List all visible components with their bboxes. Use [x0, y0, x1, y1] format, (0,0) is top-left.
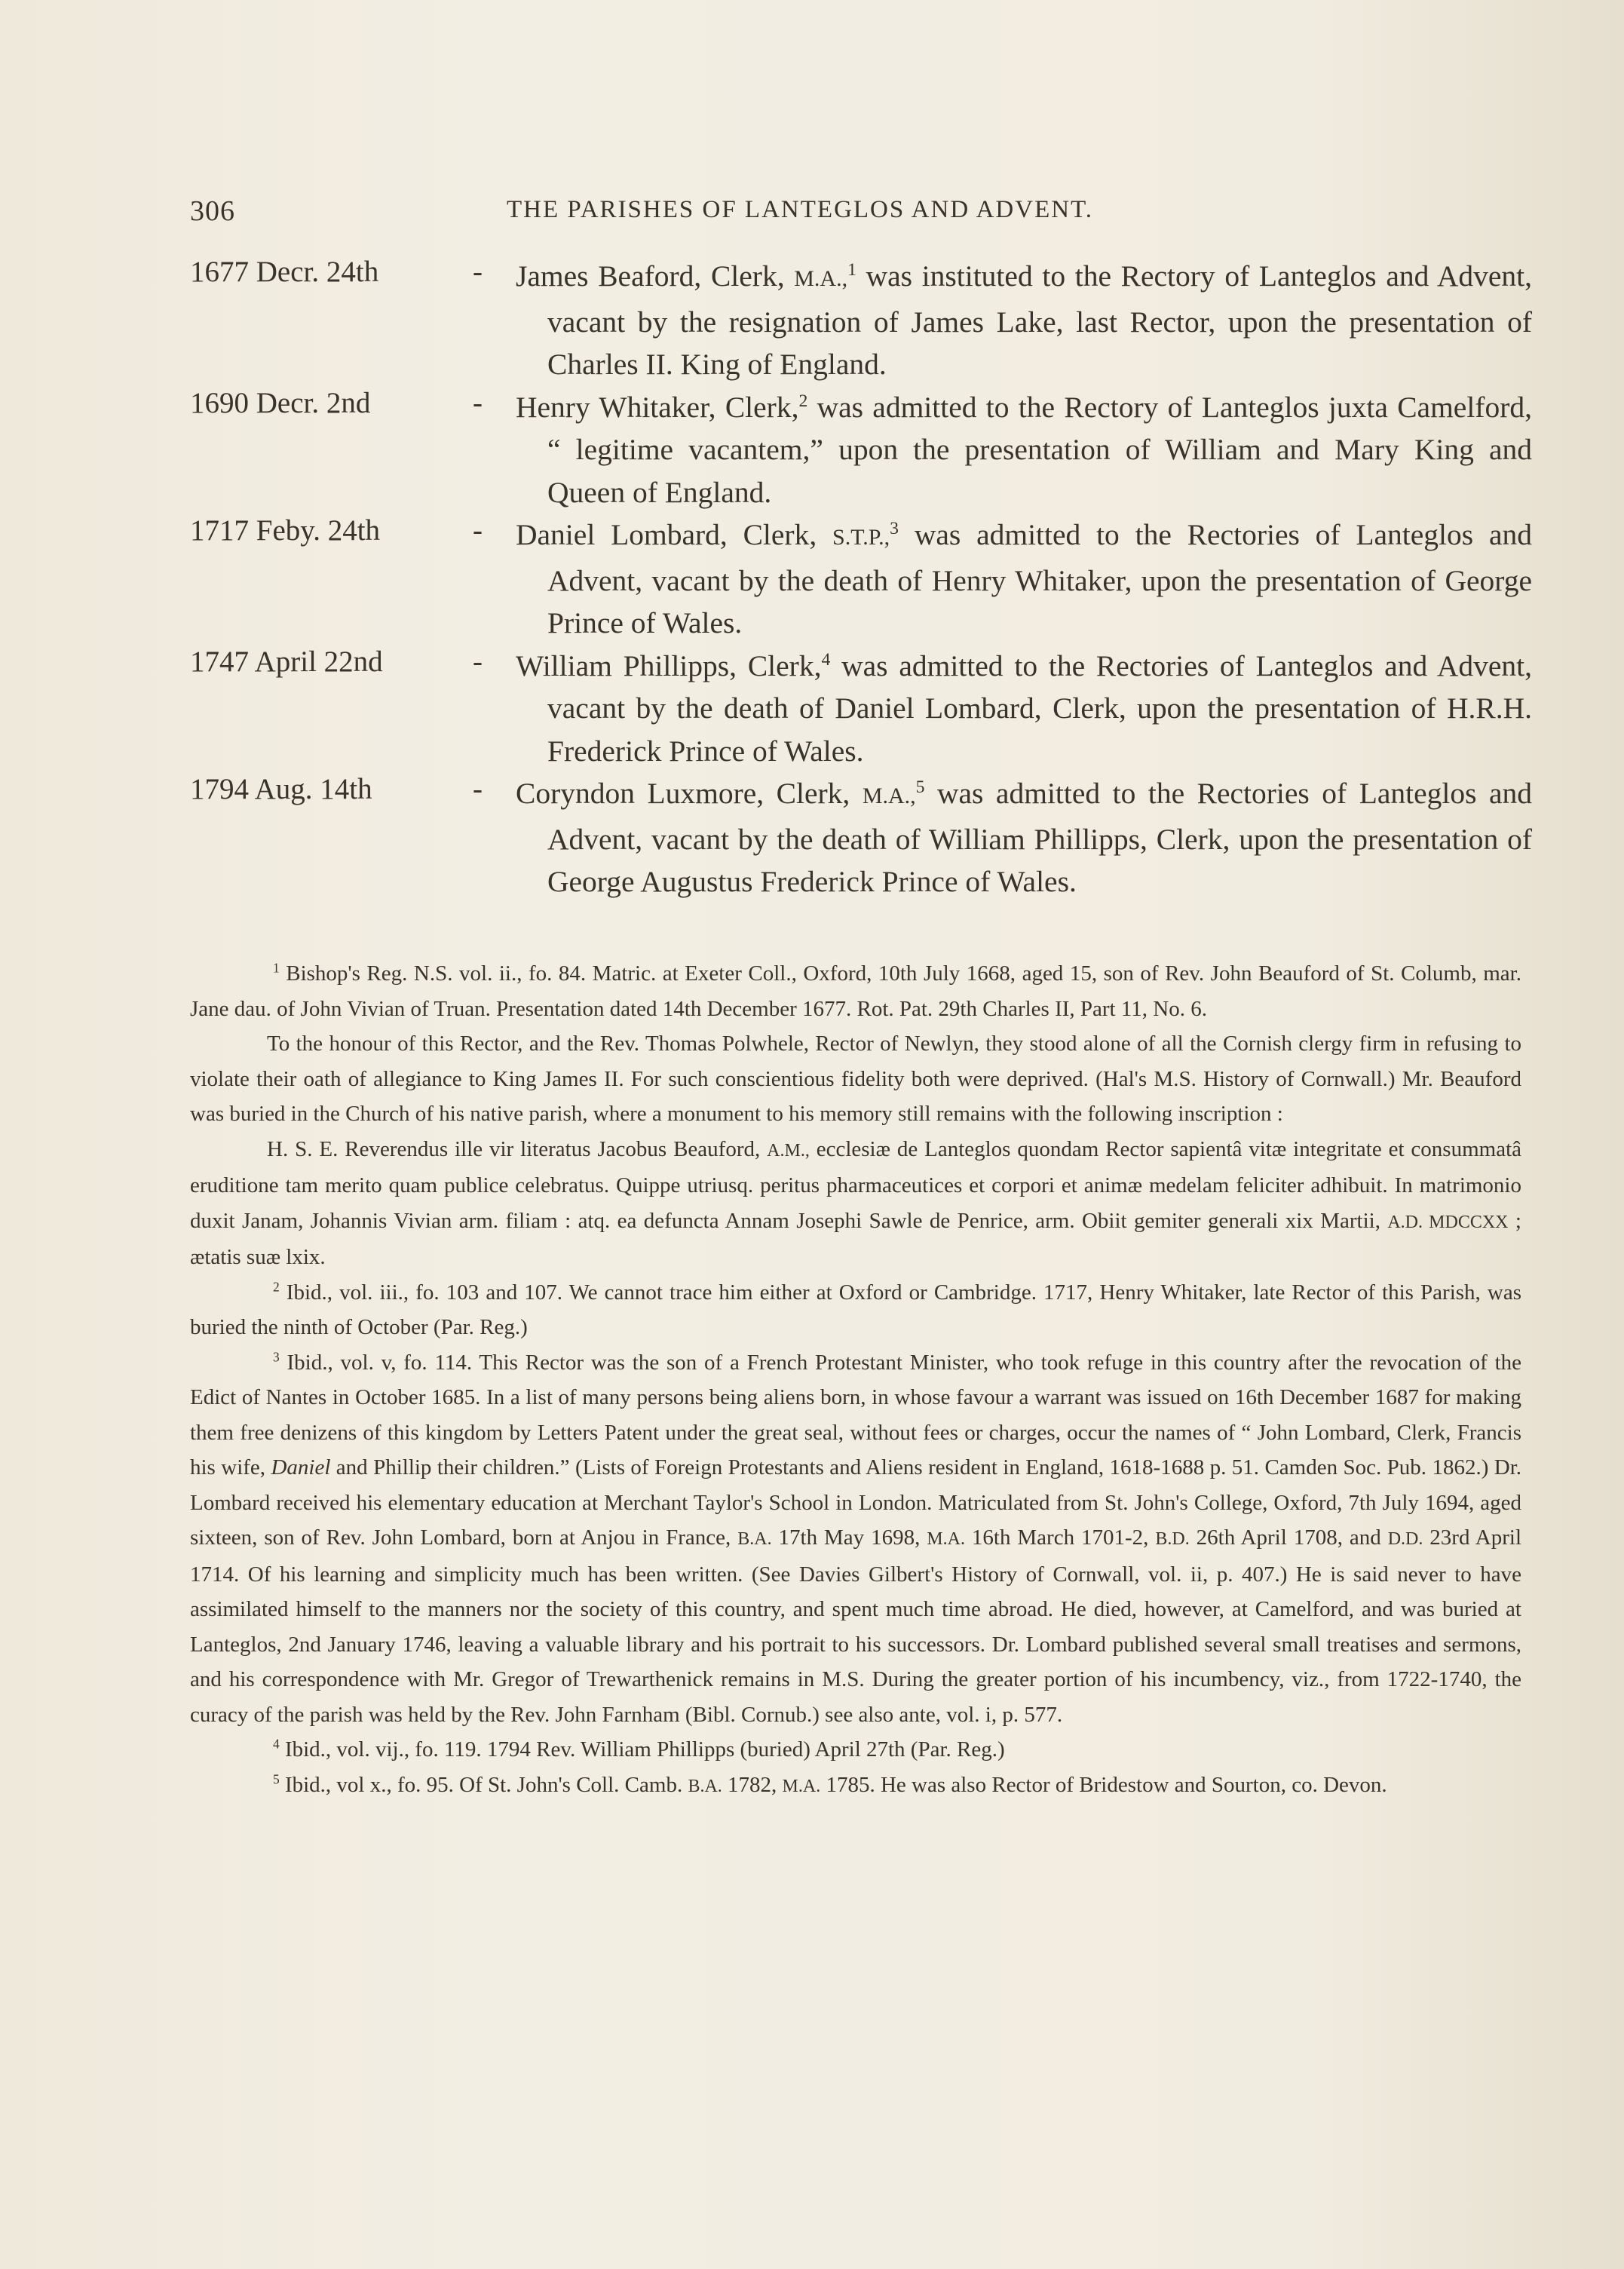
entry-dash: -	[473, 514, 483, 547]
footnote-ref[interactable]: 2	[798, 391, 808, 411]
footnote-marker: 2	[273, 1279, 280, 1295]
rector-entries	[190, 255, 1532, 903]
footnote-1-inscription: H. S. E. Reverendus ille vir literatus Jacobus Beauford, A.M., ecclesiæ de Lanteglos quondam Rector sapientâ vitæ integritate et consummatâ eruditione tam merito quam publice celebratus. Quippe utriusq. peritus pharmaceutices et corpori et animæ medelam feliciter adhibuit. In matrimonio duxit Janam, Johannis Vivian arm. filiam : atq. ea defuncta Annam Josephi Sawle de Penrice, arm. Obiit gemiter generali xix Martii, A.D. MDCCXX ; ætatis suæ lxix.	[190, 1136, 1521, 1269]
page-number: 306	[190, 195, 235, 227]
entry-text: William Phillipps, Clerk,$^4$ was admitted to the Rectories of Lanteglos and Advent, vacant by the death of Daniel Lombard, Clerk, upon the presentation of H.R.H. Frederick Prince of Wales.	[516, 649, 1532, 768]
footnote-marker: 1	[273, 960, 280, 976]
entry-date: 1747 April 22nd	[190, 645, 383, 678]
entry-1690	[190, 386, 1532, 514]
footnote-1-para-2: To the honour of this Rector, and the Rev. Thomas Polwhele, Rector of Newlyn, they stood alone of all the Cornish clergy firm in refusing to violate their oath of allegiance to King James II. For such conscientious fidelity both were deprived. (Hal's M.S. History of Cornwall.) Mr. Beauford was buried in the Church of his native parish, where a monument to his memory still remains with the following inscription :	[190, 1032, 1521, 1126]
footnote-ref[interactable]: 3	[890, 518, 899, 538]
footnotes	[190, 956, 1521, 1804]
footnote-1: $^1$ Bishop's Reg. N.S. vol. ii., fo. 84. Matric. at Exeter Coll., Oxford, 10th July 1668, aged 15, son of Rev. John Beauford of St. Columb, mar. Jane dau. of John Vivian of Truan. Presentation dated 14th December 1677. Rot. Pat. 29th Charles II, Part 11, No. 6.	[190, 960, 1521, 1021]
entry-date: 1677 Decr. 24th	[190, 256, 379, 288]
entry-text: Coryndon Luxmore, Clerk, M.A.,$^5$ was admitted to the Rectories of Lanteglos and Advent, vacant by the death of William Phillipps, Clerk, upon the presentation of George Augustus Frederick Prince of Wales.	[516, 777, 1532, 898]
entry-1677	[190, 255, 1532, 386]
entry-dash: -	[473, 773, 483, 805]
entry-dash: -	[473, 256, 483, 288]
footnote-marker: 5	[273, 1771, 280, 1787]
footnote-ref[interactable]: 5	[915, 777, 925, 797]
footnote-2: $^2$ Ibid., vol. iii., fo. 103 and 107. We cannot trace him either at Oxford or Cambridge. 1717, Henry Whitaker, late Rector of this Parish, was buried the ninth of October (Par. Reg.)	[190, 1279, 1521, 1339]
footnote-4: $^4$ Ibid., vol. vij., fo. 119. 1794 Rev. William Phillipps (buried) April 27th (Par. Reg.)	[273, 1736, 1005, 1762]
entry-1794	[190, 772, 1532, 903]
footnote-ref[interactable]: 1	[847, 259, 856, 280]
entry-date: 1717 Feby. 24th	[190, 514, 381, 547]
footnote-marker: 3	[273, 1349, 280, 1365]
entry-dash: -	[473, 645, 483, 678]
entry-date: 1794 Aug. 14th	[190, 773, 372, 805]
entry-text: Daniel Lombard, Clerk, S.T.P.,$^3$ was admitted to the Rectories of Lanteglos and Advent, vacant by the death of Henry Whitaker, upon the presentation of George Prince of Wales.	[516, 518, 1532, 639]
footnote-ref[interactable]: 4	[821, 649, 831, 670]
footnote-3: $^3$ Ibid., vol. v, fo. 114. This Rector was the son of a French Protestant Minister, who took refuge in this country after the revocation of the Edict of Nantes in October 1685. In a list of many persons being aliens born, in whose favour a warrant was issued on 16th December 1687 for making them free denizens of this kingdom by Letters Patent under the great seal, without fees or charges, occur the names of “ John Lombard, Clerk, Francis his wife, Daniel and Phillip their children.” (Lists of Foreign Protestants and Aliens resident in England, 1618-1688 p. 51. Camden Soc. Pub. 1862.) Dr. Lombard received his elementary education at Merchant Taylor's School in London. Matriculated from St. John's College, Oxford, 7th July 1694, aged sixteen, son of Rev. John Lombard, born at Anjou in France, B.A. 17th May 1698, M.A. 16th March 1701-2, B.D. 26th April 1708, and D.D. 23rd April 1714. Of his learning and simplicity much has been written. (See Davies Gilbert's History of Cornwall, vol. ii, p. 407.) He is said never to have assimilated himself to the manners nor the society of this country, and spent much time abroad. He died, however, at Camelford, and was buried at Lanteglos, 2nd January 1746, leaving a valuable library and his portrait to his successors. Dr. Lombard published several small treatises and sermons, and his correspondence with Mr. Gregor of Trewarthenick remains in M.S. During the greater portion of his incumbency, viz., from 1722-1740, the curacy of the parish was held by the Rev. John Farnham (Bibl. Cornub.) see also ante, vol. i, p. 577.	[190, 1349, 1522, 1727]
running-title: THE PARISHES OF LANTEGLOS AND ADVENT.	[507, 196, 1094, 223]
entry-text: Henry Whitaker, Clerk,$^2$ was admitted to the Rectory of Lanteglos juxta Camelford, “ legitime vacantem,” upon the presentation of William and Mary King and Queen of England.	[516, 390, 1532, 509]
entry-1747	[190, 645, 1532, 773]
footnote-marker: 4	[273, 1736, 280, 1752]
entry-dash: -	[473, 386, 483, 419]
footnote-5: $^5$ Ibid., vol x., fo. 95. Of St. John's Coll. Camb. B.A. 1782, M.A. 1785. He was also Rector of Bridestow and Sourton, co. Devon.	[273, 1771, 1387, 1797]
page-header	[190, 195, 1547, 232]
entry-text: James Beaford, Clerk, M.A.,$^1$ was instituted to the Rectory of Lanteglos and Advent, vacant by the resignation of James Lake, last Rector, upon the presentation of Charles II. King of England.	[516, 259, 1532, 381]
entry-1717	[190, 514, 1532, 645]
entry-date: 1690 Decr. 2nd	[190, 386, 371, 419]
